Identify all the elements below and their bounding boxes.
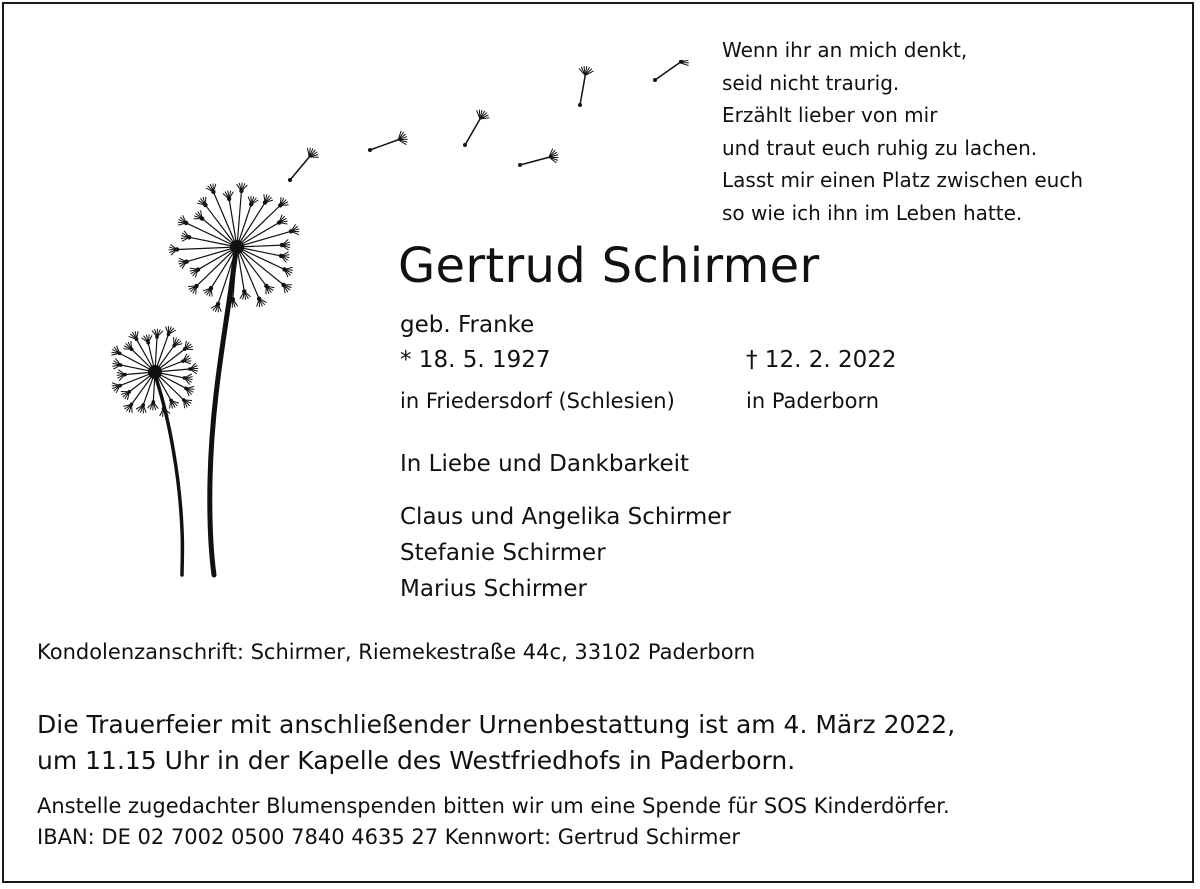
ceremony-line: um 11.15 Uhr in der Kapelle des Westfriedhofs in Paderborn. <box>37 746 796 775</box>
poem <box>722 34 1083 229</box>
ceremony-info <box>37 707 955 779</box>
birth-name: geb. Franke <box>400 312 535 338</box>
deceased-name: Gertrud Schirmer <box>398 238 820 294</box>
poem-line: Erzählt lieber von mir <box>722 103 938 127</box>
donation-line: IBAN: DE 02 7002 0500 7840 4635 27 Kennwort: Gertrud Schirmer <box>37 825 741 849</box>
family-names <box>400 499 731 607</box>
condolence-address: Kondolenzanschrift: Schirmer, Riemekestraße 44c, 33102 Paderborn <box>37 640 756 664</box>
donation-info <box>37 791 950 853</box>
poem-line: Lasst mir einen Platz zwischen euch <box>722 168 1083 192</box>
birth-place: in Friedersdorf (Schlesien) <box>400 389 675 413</box>
family-member: Stefanie Schirmer <box>400 540 606 566</box>
poem-line: und traut euch ruhig zu lachen. <box>722 135 1038 160</box>
ceremony-line: Die Trauerfeier mit anschließender Urnenbestattung ist am 4. März 2022, <box>37 710 956 739</box>
poem-line: seid nicht traurig. <box>722 70 900 95</box>
family-member: Marius Schirmer <box>400 576 587 602</box>
poem-line: Wenn ihr an mich denkt, <box>722 38 968 62</box>
family-member: Claus und Angelika Schirmer <box>400 504 731 530</box>
death-date: † 12. 2. 2022 <box>746 347 897 373</box>
family-intro: In Liebe und Dankbarkeit <box>400 451 690 477</box>
birth-date: * 18. 5. 1927 <box>400 347 551 373</box>
donation-line: Anstelle zugedachter Blumenspenden bitten wir um eine Spende für SOS Kinderdörfer. <box>37 794 950 818</box>
death-place: in Paderborn <box>746 389 880 413</box>
poem-line: so wie ich ihn im Leben hatte. <box>722 200 1023 225</box>
